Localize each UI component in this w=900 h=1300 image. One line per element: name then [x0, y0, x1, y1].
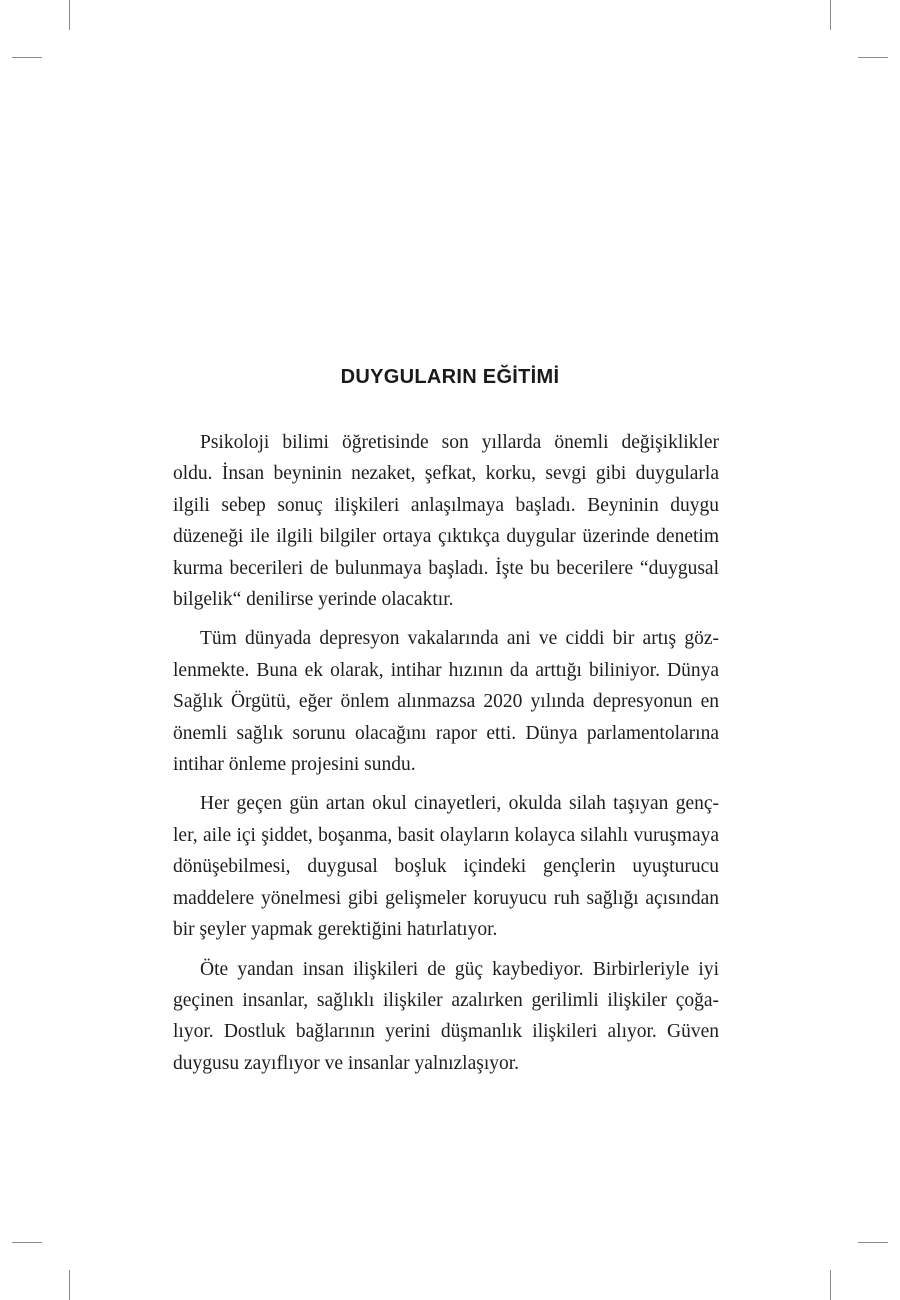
text-line: bilgelik“ denilirse yerinde olacaktır.	[173, 589, 454, 611]
text-line: oldu. İnsan beyninin nezaket, şefkat, korku, sevgi gibi duygularla	[173, 463, 719, 485]
paragraph	[173, 788, 719, 945]
crop-mark-bottom-right-horizontal	[858, 1242, 888, 1243]
crop-mark-bottom-left-vertical	[69, 1270, 70, 1300]
crop-mark-top-left-vertical	[69, 0, 70, 30]
text-line: Sağlık Örgütü, eğer önlem alınmazsa 2020 yılında depresyonun en	[173, 691, 719, 713]
paragraph	[173, 623, 719, 780]
text-line: dönüşebilmesi, duygusal boşluk içindeki gençlerin uyuşturucu	[173, 856, 719, 878]
text-line: maddelere yönelmesi gibi gelişmeler koruyucu ruh sağlığı açısından	[173, 887, 719, 909]
chapter-title: DUYGULARIN EĞİTİMİ	[340, 366, 560, 388]
text-line: Tüm dünyada depresyon vakalarında ani ve ciddi bir artış göz-	[200, 628, 719, 650]
text-line: lıyor. Dostluk bağlarının yerini düşmanlık ilişkileri alıyor. Güven	[173, 1021, 719, 1043]
crop-mark-top-right-vertical	[830, 0, 831, 30]
crop-mark-bottom-left-horizontal	[12, 1242, 42, 1243]
text-line: Öte yandan insan ilişkileri de güç kaybediyor. Birbirleriyle iyi	[200, 958, 719, 980]
text-line: ilgili sebep sonuç ilişkileri anlaşılmaya başladı. Beyninin duygu	[173, 494, 719, 516]
text-line: geçinen insanlar, sağlıklı ilişkiler azalırken gerilimli ilişkiler çoğa-	[173, 989, 719, 1011]
text-line: kurma becerileri de bulunmaya başladı. İşte bu becerilere “duygusal	[173, 557, 719, 579]
text-line: Psikoloji bilimi öğretisinde son yıllarda önemli değişiklikler	[200, 432, 719, 453]
chapter-body	[173, 427, 719, 1079]
crop-mark-bottom-right-vertical	[830, 1270, 831, 1300]
crop-mark-top-left-horizontal	[12, 57, 42, 58]
text-line: Her geçen gün artan okul cinayetleri, okulda silah taşıyan genç-	[200, 793, 719, 815]
text-line: ler, aile içi şiddet, boşanma, basit olayların kolayca silahlı vuruşmaya	[173, 824, 719, 846]
text-line: düzeneği ile ilgili bilgiler ortaya çıktıkça duygular üzerinde denetim	[173, 526, 719, 548]
text-line: lenmekte. Buna ek olarak, intihar hızının da arttığı biliniyor. Dünya	[173, 659, 719, 681]
text-line: duygusu zayıflıyor ve insanlar yalnızlaşıyor.	[173, 1052, 520, 1074]
crop-mark-top-right-horizontal	[858, 57, 888, 58]
paragraph	[173, 427, 719, 615]
text-line: intihar önleme projesini sundu.	[173, 754, 416, 776]
paragraph	[173, 954, 719, 1080]
text-line: önemli sağlık sorunu olacağını rapor etti. Dünya parlamentolarına	[173, 722, 719, 744]
text-line: bir şeyler yapmak gerektiğini hatırlatıyor.	[173, 919, 498, 941]
